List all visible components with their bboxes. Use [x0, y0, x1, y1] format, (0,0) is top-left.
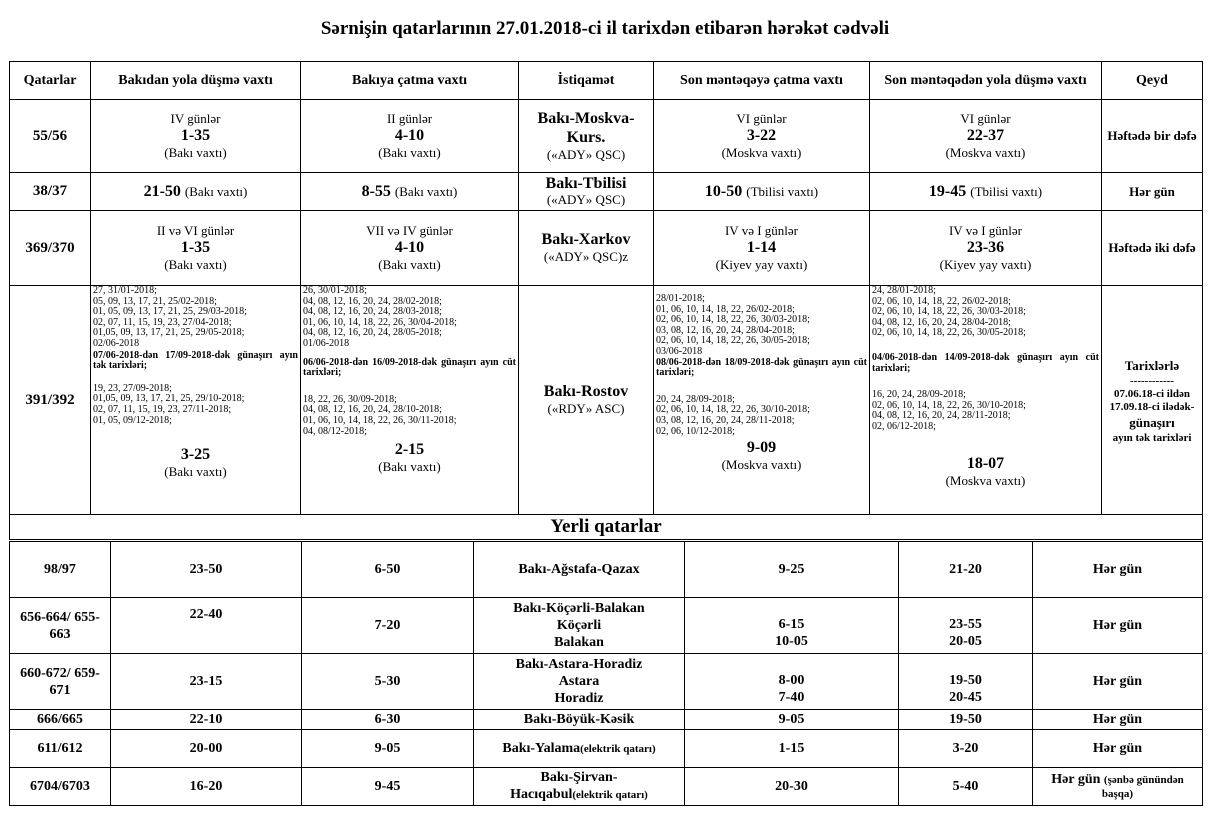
note-frequency: günaşırı — [1129, 414, 1175, 430]
time: 6-15 — [778, 616, 805, 632]
final-departure-cell — [899, 654, 1033, 710]
time: 20-05 — [949, 633, 982, 649]
route-name: Bakı-Ağstafa-Qazax — [474, 542, 685, 598]
time: 3-25 — [180, 446, 211, 464]
days: II və VI günlər — [156, 223, 235, 238]
time: 18-07 — [966, 454, 1005, 472]
time: 23-36 — [966, 239, 1005, 256]
operator: («ADY» QSC) — [546, 192, 626, 207]
time: 7-40 — [778, 689, 805, 705]
timezone: (Bakı vaxtı) — [378, 459, 441, 475]
timezone: (Tbilisi vaxtı) — [970, 183, 1043, 199]
col-header-note: Qeyd — [1102, 62, 1203, 100]
route-name: Bakı-Böyük-Kəsik — [474, 710, 685, 730]
departure-time: 23-15 — [111, 654, 302, 710]
date-list: 24, 28/01-2018; 02, 06, 10, 14, 18, 22, 26/02-2018; 02, 06, 10, 14, 18, 22, 26, 30/03-2018; 04, 08, 12, 16, 20, 24, 28/04-2018; 02, 06, 10, 14, 18, 22, 26, 30/05-2018; — [872, 285, 1026, 339]
arrival-time: 6-50 — [302, 542, 474, 598]
train-number: 369/370 — [10, 211, 91, 286]
section-title-local-trains: Yerli qatarlar — [10, 515, 1203, 540]
date-list: 18, 22, 26, 30/09-2018; 04, 08, 12, 16, 20, 24, 28/10-2018; 01, 06, 10, 14, 18, 22, 26, 30/11-2018; 04, 08/12-2018; — [303, 393, 457, 437]
final-arrival-time: 9-05 — [685, 710, 899, 730]
route-name: Bakı-Köçərli-Balakan — [513, 601, 645, 616]
table-row — [10, 211, 1203, 286]
note-cell: Hər gün — [1033, 730, 1203, 768]
operator: («ADY» QSC)z — [543, 249, 629, 264]
final-arrival-time: 20-30 — [685, 768, 899, 806]
col-header-direction: İstiqamət — [519, 62, 654, 100]
note-cell: Hər gün — [1033, 542, 1203, 598]
international-schedule-table — [9, 61, 1203, 540]
header-row — [10, 62, 1203, 100]
final-departure-time: 5-40 — [899, 768, 1033, 806]
table-row — [10, 598, 1203, 654]
arrival-time: 6-30 — [302, 710, 474, 730]
final-departure-cell — [870, 100, 1102, 173]
time: 8-55 — [361, 182, 391, 200]
departure-cell — [91, 100, 301, 173]
days: IV və I günlər — [724, 223, 799, 238]
route-stop: Horadiz — [554, 691, 604, 706]
timezone: (Moskva vaxtı) — [945, 472, 1026, 488]
route-name: Bakı-Rostov — [543, 383, 629, 400]
departure-time: 22-40 — [111, 598, 302, 654]
date-list: 28/01-2018; 01, 06, 10, 14, 18, 22, 26/02-2018; 02, 06, 10, 14, 18, 22, 26, 30/03-2018; 03, 08, 12, 16, 20, 24, 28/04-2018; 02, 06, 10, 14, 18, 22, 26, 30/05-2018; 03/06-2018 — [656, 293, 810, 357]
note-title: Tarixlərlə — [1124, 357, 1180, 373]
route-name: Bakı-Moskva-Kurs. — [537, 110, 635, 146]
final-arrival-cell — [685, 598, 899, 654]
timezone: (Bakı vaxtı) — [164, 145, 227, 160]
time: 8-00 — [778, 672, 805, 688]
days: VII və IV günlər — [366, 223, 453, 238]
route-name: Bakı-Astara-Horadiz — [515, 657, 643, 672]
departure-cell — [91, 211, 301, 286]
direction-cell — [474, 768, 685, 806]
note-cell: Hər gün — [1102, 173, 1203, 211]
table-row — [10, 542, 1203, 598]
time: 19-50 — [949, 672, 982, 688]
train-number: 656-664/ 655-663 — [10, 598, 111, 654]
date-list: 27, 31/01-2018; 05, 09, 13, 17, 21, 25/02-2018; 01, 05, 09, 13, 17, 21, 25, 29/03-2018; 02, 07, 11, 15, 19, 23, 27/04-2018; 01,05, 09, 13, 17, 21, 25, 29/05-2018; 02/06-2018 — [93, 285, 247, 349]
route-name: Bakı-Xarkov — [541, 231, 631, 248]
timezone: (Bakı vaxtı) — [164, 464, 227, 480]
date-list: 26, 30/01-2018; 04, 08, 12, 16, 20, 24, 28/02-2018; 04, 08, 12, 16, 20, 24, 28/03-2018; 01, 06, 10, 14, 18, 22, 26, 30/04-2018; 04, 08, 12, 16, 20, 24, 28/05-2018; 01/06-2018 — [303, 285, 457, 349]
arrival-time: 7-20 — [302, 598, 474, 654]
time: 4-10 — [394, 127, 425, 144]
operator: («ADY» QSC) — [546, 147, 626, 162]
train-number: 55/56 — [10, 100, 91, 173]
timezone: (Bakı vaxtı) — [184, 183, 248, 199]
train-number: 660-672/ 659-671 — [10, 654, 111, 710]
timezone: (Moskva vaxtı) — [721, 457, 802, 473]
days: IV günlər — [170, 111, 221, 126]
date-list: 19, 23, 27/09-2018; 01,05, 09, 13, 17, 21, 25, 29/10-2018; 02, 07, 11, 15, 19, 23, 27/11-2018; 01, 05, 09/12-2018; — [93, 382, 245, 426]
time: 23-55 — [949, 616, 982, 632]
table-row — [10, 710, 1203, 730]
arrival-cell — [301, 211, 519, 286]
direction-cell — [474, 598, 685, 654]
date-rule: 04/06-2018-dən 14/09-2018-dək günaşırı ayın cüt tarixləri; — [872, 351, 1099, 374]
departure-time: 23-50 — [111, 542, 302, 598]
route-name: Bakı-Yalama — [502, 740, 581, 756]
direction-cell — [519, 211, 654, 286]
train-number: 666/665 — [10, 710, 111, 730]
timezone: (Moskva vaxtı) — [945, 145, 1026, 160]
days: IV və I günlər — [948, 223, 1023, 238]
direction-cell — [519, 173, 654, 211]
table-row — [10, 654, 1203, 710]
route-stop: Köçərli — [556, 618, 602, 633]
col-header-departure-baku: Bakıdan yola düşmə vaxtı — [91, 62, 301, 100]
time: 9-09 — [746, 439, 777, 457]
direction-cell — [519, 286, 654, 515]
note-cell: Həftədə iki dəfə — [1102, 211, 1203, 286]
note-sub: (şənbə günündən başqa) — [1101, 773, 1184, 800]
route-stop: Balakan — [554, 635, 604, 650]
operator: («RDY» ASC) — [547, 401, 625, 416]
route-name: Bakı-Tbilisi — [545, 175, 627, 192]
table-row — [10, 730, 1203, 768]
train-number: 38/37 — [10, 173, 91, 211]
date-rule: 08/06-2018-dən 18/09-2018-dək günaşırı ayın cüt tarixləri; — [656, 356, 867, 379]
timezone: (Bakı vaxtı) — [164, 257, 227, 272]
table-row — [10, 100, 1203, 173]
table-row — [10, 173, 1203, 211]
arrival-time: 9-45 — [302, 768, 474, 806]
final-arrival-time: 9-25 — [685, 542, 899, 598]
time: 20-45 — [949, 689, 982, 705]
departure-time: 16-20 — [111, 768, 302, 806]
note-detail: ayın tək tarixləri — [1112, 431, 1192, 444]
departure-time: 20-00 — [111, 730, 302, 768]
table-row — [10, 286, 1203, 515]
departure-cell — [91, 286, 301, 515]
arrival-time: 9-05 — [302, 730, 474, 768]
note-cell: Həftədə bir dəfə — [1102, 100, 1203, 173]
final-departure-time: 3-20 — [899, 730, 1033, 768]
direction-cell — [474, 730, 685, 768]
timezone: (Bakı vaxtı) — [378, 145, 441, 160]
note-cell: Hər gün — [1033, 710, 1203, 730]
time: 22-37 — [966, 127, 1005, 144]
date-list: 20, 24, 28/09-2018; 02, 06, 10, 14, 18, 22, 26, 30/10-2018; 03, 08, 12, 16, 20, 24, 28/11-2018; 02, 06, 10/12-2018; — [656, 393, 810, 437]
route-stop: Astara — [558, 674, 600, 689]
col-header-trains: Qatarlar — [10, 62, 91, 100]
final-departure-cell — [899, 598, 1033, 654]
route-note: (elektrik qatarı) — [580, 742, 656, 755]
timezone: (Kiyev yay vaxtı) — [715, 257, 808, 272]
col-header-arrival-final: Son məntəqəyə çatma vaxtı — [654, 62, 870, 100]
arrival-cell — [301, 286, 519, 515]
departure-time: 22-10 — [111, 710, 302, 730]
time: 1-35 — [180, 239, 211, 256]
final-departure-time: 19-50 — [899, 710, 1033, 730]
note-main: Hər gün — [1051, 771, 1101, 787]
train-number: 391/392 — [10, 286, 91, 515]
time: 10-05 — [775, 633, 808, 649]
days: VI günlər — [960, 111, 1011, 126]
arrival-cell — [301, 100, 519, 173]
time: 4-10 — [394, 239, 425, 256]
date-rule: 06/06-2018-dən 16/09-2018-dək günaşırı ayın cüt tarixləri; — [303, 356, 516, 379]
route-name: Bakı-Şirvan- — [540, 770, 618, 785]
final-arrival-cell — [654, 173, 870, 211]
timezone: (Moskva vaxtı) — [721, 145, 802, 160]
train-number: 611/612 — [10, 730, 111, 768]
route-note: (elektrik qatarı) — [572, 789, 648, 801]
note-cell: Hər gün — [1033, 598, 1203, 654]
final-arrival-cell — [654, 211, 870, 286]
timezone: (Bakı vaxtı) — [378, 257, 441, 272]
arrival-time: 5-30 — [302, 654, 474, 710]
train-number: 6704/6703 — [10, 768, 111, 806]
final-arrival-cell — [654, 286, 870, 515]
note-cell — [1033, 768, 1203, 806]
note-cell — [1102, 286, 1203, 515]
final-departure-cell — [870, 173, 1102, 211]
time: 1-35 — [180, 127, 211, 144]
note-cell: Hər gün — [1033, 654, 1203, 710]
final-arrival-time: 1-15 — [685, 730, 899, 768]
date-list: 16, 20, 24, 28/09-2018; 02, 06, 10, 14, 18, 22, 26, 30/10-2018; 04, 08, 12, 16, 20, 24, 28/11-2018; 02, 06/12-2018; — [872, 389, 1026, 432]
time: 3-22 — [746, 127, 777, 144]
final-departure-time: 21-20 — [899, 542, 1033, 598]
days: VI günlər — [736, 111, 787, 126]
final-departure-cell — [870, 286, 1102, 515]
note-separator: ------------ — [1130, 374, 1174, 387]
time: 21-50 — [143, 182, 181, 200]
direction-cell — [474, 654, 685, 710]
departure-cell — [91, 173, 301, 211]
train-number: 98/97 — [10, 542, 111, 598]
date-rule: 07/06-2018-dən 17/09-2018-dək günaşırı ayın tək tarixləri; — [93, 349, 298, 372]
time: 19-45 — [928, 182, 967, 200]
time: 1-14 — [746, 239, 777, 256]
days: II günlər — [386, 111, 433, 126]
arrival-cell — [301, 173, 519, 211]
timezone: (Tbilisi vaxtı) — [746, 183, 819, 199]
col-header-departure-final: Son məntəqədən yola düşmə vaxtı — [870, 62, 1102, 100]
table-row — [10, 768, 1203, 806]
final-arrival-cell — [654, 100, 870, 173]
timezone: (Bakı vaxtı) — [394, 183, 458, 199]
timezone: (Kiyev yay vaxtı) — [939, 257, 1032, 272]
final-departure-cell — [870, 211, 1102, 286]
route-name-cont: Hacıqabul — [510, 787, 573, 802]
time: 2-15 — [394, 441, 425, 459]
section-header-row — [10, 515, 1203, 540]
time: 10-50 — [704, 182, 743, 200]
direction-cell — [519, 100, 654, 173]
note-range: 07.06.18-ci ildən 17.09.18-ci ilədək- — [1109, 387, 1195, 413]
col-header-arrival-baku: Bakıya çatma vaxtı — [301, 62, 519, 100]
local-trains-table — [9, 541, 1203, 806]
document-title: Sərnişin qatarlarının 27.01.2018-ci il tarixdən etibarən hərəkət cədvəli — [320, 18, 890, 39]
final-arrival-cell — [685, 654, 899, 710]
